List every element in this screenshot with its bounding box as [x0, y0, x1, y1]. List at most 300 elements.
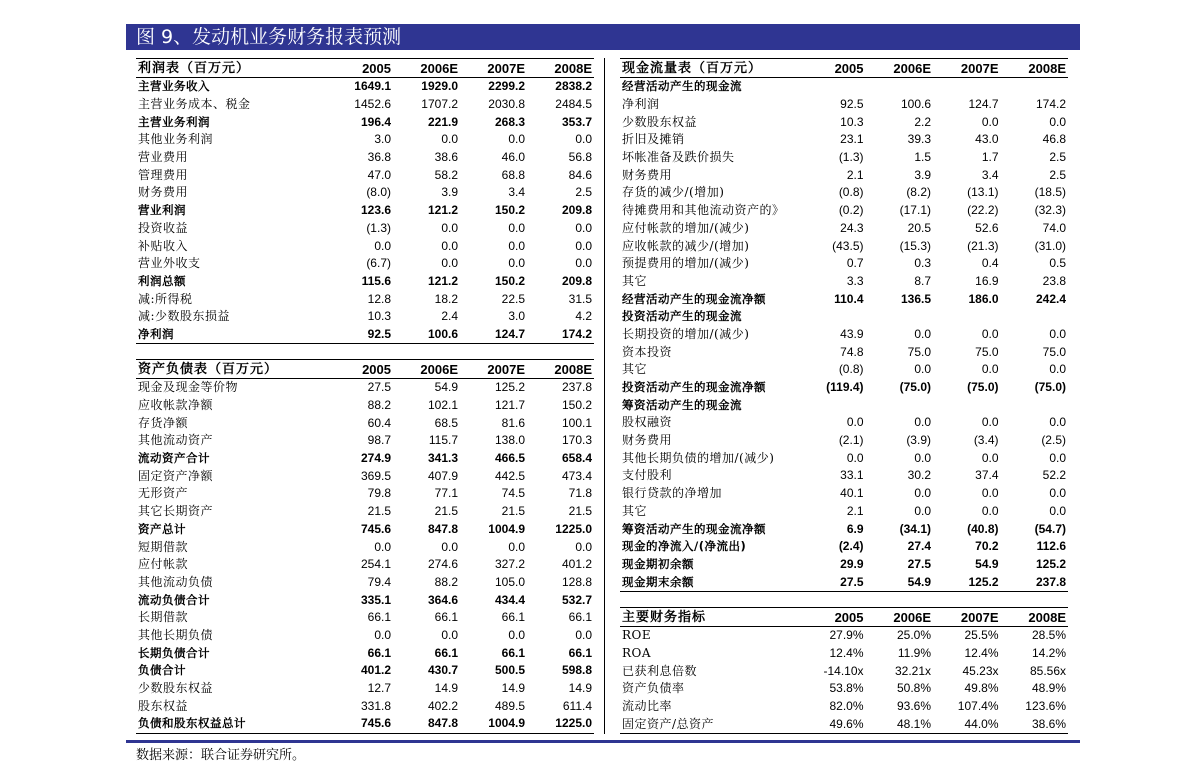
row-label: 利润总额: [138, 273, 186, 288]
cell-value: 71.8: [568, 486, 592, 501]
cell-value: 0.0: [508, 627, 525, 642]
table-row: [620, 432, 1068, 450]
cell-value: 37.4: [975, 468, 999, 483]
cell-value: 847.8: [393, 715, 460, 733]
row-label: 折旧及摊销: [622, 132, 685, 147]
cell-value: 0.0: [575, 220, 592, 235]
row-label: 待摊费用和其他流动资产的》: [622, 203, 785, 218]
cell-value: (75.0): [1034, 380, 1066, 395]
row-label: 固定资产/总资产: [620, 715, 798, 733]
cell-value: 221.9: [427, 114, 458, 129]
cell-value: 150.2: [494, 273, 525, 288]
row-label: 经营活动产生的现金流: [622, 79, 742, 94]
table-row: [136, 556, 594, 574]
cell-value: 745.6: [360, 521, 391, 536]
cell-value: 38.6: [434, 150, 458, 165]
cell-value: 20.5: [907, 220, 931, 235]
cell-value: (2.1): [838, 433, 864, 448]
cell-value: 54.9: [975, 556, 999, 571]
row-label: 资产总计: [138, 521, 186, 536]
row-label: 少数股东权益: [622, 114, 698, 129]
cell-value: 0.0: [508, 539, 525, 554]
cell-value: 16.9: [975, 273, 999, 288]
year-header: 2007E: [933, 59, 1001, 78]
row-label: 负债和股东权益总计: [136, 715, 326, 733]
cell-value: (3.4): [973, 433, 999, 448]
cell-value: 0.3: [914, 256, 931, 271]
cell-value: 0.0: [1049, 450, 1066, 465]
cell-value: 331.8: [360, 698, 391, 713]
cell-value: 1929.0: [421, 79, 458, 94]
table-row: [620, 220, 1068, 238]
cell-value: (31.0): [1034, 238, 1066, 253]
cell-value: 11.9%: [897, 646, 931, 661]
cell-value: 0.0: [441, 238, 458, 253]
cell-value: 3.0: [508, 309, 525, 324]
row-label: 补贴收入: [138, 238, 189, 253]
cell-value: 25.0%: [896, 628, 931, 643]
cell-value: 3.4: [508, 185, 525, 200]
table-header-row: [136, 59, 594, 78]
cell-value: [1001, 396, 1069, 414]
cell-value: 115.6: [361, 273, 391, 288]
table-row: [620, 449, 1068, 467]
table-row: [136, 397, 594, 415]
table-row: [620, 166, 1068, 184]
table-row: [620, 485, 1068, 503]
row-label: 财务费用: [622, 433, 673, 448]
row-label: 坏帐准备及跌价损失: [622, 150, 735, 165]
cell-value: 2.5: [1049, 150, 1066, 165]
cell-value: 174.2: [1035, 97, 1066, 112]
cell-value: 0.0: [1049, 114, 1066, 129]
row-label: 流动资产合计: [138, 451, 210, 466]
year-header: 2005: [798, 608, 866, 627]
cell-value: 0.0: [914, 503, 931, 518]
cell-value: 14.9: [434, 681, 458, 696]
row-label: 短期借款: [138, 539, 189, 554]
cell-value: 38.6%: [1001, 715, 1069, 733]
table-row: [136, 432, 594, 450]
row-label: 其他长期负债: [138, 627, 214, 642]
row-label: 银行贷款的净增加: [622, 486, 723, 501]
cell-value: 1004.9: [488, 521, 525, 536]
cell-value: 39.3: [907, 132, 931, 147]
table-row: [136, 485, 594, 503]
cell-value: 0.0: [441, 132, 458, 147]
cell-value: 0.0: [508, 238, 525, 253]
cell-value: 0.0: [1049, 362, 1066, 377]
table-row: [620, 680, 1068, 698]
cell-value: 0.0: [914, 415, 931, 430]
cell-value: 402.2: [427, 698, 458, 713]
table-row: [136, 697, 594, 715]
cell-value: (32.3): [1034, 203, 1066, 218]
cell-value: (75.0): [967, 380, 999, 395]
cell-value: 110.4: [834, 291, 864, 306]
table-row: [620, 520, 1068, 538]
cell-value: 14.2%: [1031, 646, 1066, 661]
cell-value: 0.0: [508, 132, 525, 147]
cell-value: 0.0: [981, 503, 999, 518]
table-row: [620, 556, 1068, 574]
cell-value: 0.0: [981, 415, 999, 430]
cell-value: 49.6%: [798, 715, 866, 733]
row-label: 其它: [622, 273, 648, 288]
table-row: [136, 273, 594, 291]
cell-value: 658.4: [561, 451, 592, 466]
cell-value: 68.8: [501, 167, 525, 182]
table-row: [136, 467, 594, 485]
cell-value: 66.1: [367, 645, 391, 660]
year-header: 2006E: [393, 360, 460, 379]
cell-value: 0.0: [441, 539, 458, 554]
cell-value: (54.7): [1034, 521, 1066, 536]
cell-value: 92.5: [326, 326, 393, 344]
year-header: 2005: [326, 360, 393, 379]
table-row: [620, 326, 1068, 344]
row-label: ROE: [622, 628, 652, 643]
cell-value: 66.1: [568, 645, 592, 660]
cell-value: 138.0: [494, 433, 525, 448]
cell-value: 0.5: [1049, 256, 1066, 271]
cell-value: 473.4: [561, 468, 592, 483]
row-label: 其他业务利润: [138, 132, 214, 147]
row-label: 筹资活动产生的现金流: [622, 397, 742, 412]
cell-value: 74.0: [1042, 220, 1066, 235]
cell-value: 32.21x: [894, 663, 931, 678]
cell-value: 0.0: [846, 450, 864, 465]
cell-value: 46.0: [501, 150, 525, 165]
cell-value: 0.0: [575, 539, 592, 554]
cell-value: 327.2: [494, 557, 525, 572]
table-row: [136, 326, 594, 344]
cell-value: 79.4: [367, 574, 391, 589]
cell-value: 124.7: [968, 97, 999, 112]
cell-value: 10.3: [840, 114, 864, 129]
row-label: 现金期初余额: [622, 556, 694, 571]
table-header-row: [620, 608, 1068, 627]
table-row: [620, 538, 1068, 556]
cell-value: 0.0: [441, 220, 458, 235]
table-row: [136, 609, 594, 627]
cell-value: (13.1): [967, 185, 999, 200]
cell-value: 1707.2: [421, 97, 458, 112]
table-row: [136, 627, 594, 645]
cell-value: (119.4): [826, 380, 864, 395]
cell-value: 0.0: [1049, 486, 1066, 501]
cell-value: 123.6%: [1025, 699, 1066, 714]
row-label: 财务费用: [622, 167, 673, 182]
row-label: 筹资活动产生的现金流净额: [622, 521, 766, 536]
cell-value: 0.0: [981, 486, 999, 501]
cell-value: 0.0: [914, 450, 931, 465]
table-row: [136, 290, 594, 308]
cell-value: 68.5: [434, 415, 458, 430]
table-title: 利润表（百万元）: [136, 59, 326, 78]
cell-value: 12.4%: [964, 646, 999, 661]
cell-value: 58.2: [434, 167, 458, 182]
cell-value: [798, 308, 866, 326]
cell-value: 31.5: [568, 291, 592, 306]
cell-value: (1.3): [838, 150, 864, 165]
cell-value: 136.5: [900, 291, 931, 306]
cell-value: 124.7: [460, 326, 527, 344]
table-row: [136, 237, 594, 255]
cell-value: 66.1: [367, 610, 391, 625]
row-label: 流动负债合计: [138, 592, 210, 607]
cell-value: 2838.2: [555, 79, 592, 94]
cell-value: 12.4%: [829, 646, 864, 661]
cell-value: 1.5: [914, 150, 931, 165]
cell-value: 21.5: [501, 504, 525, 519]
table-row: [136, 220, 594, 238]
cell-value: 341.3: [427, 451, 458, 466]
cell-value: 88.2: [434, 574, 458, 589]
row-label: ROA: [622, 646, 652, 661]
row-label: 预提费用的增加/(减少): [622, 256, 750, 271]
row-label: 无形资产: [138, 486, 189, 501]
cell-value: 125.2: [1035, 556, 1066, 571]
cell-value: 27.5: [907, 556, 931, 571]
cell-value: (17.1): [899, 203, 931, 218]
row-label: 营业外收支: [138, 256, 201, 271]
cell-value: 489.5: [494, 698, 525, 713]
cell-value: 2.5: [1049, 167, 1066, 182]
cell-value: 1225.0: [555, 521, 592, 536]
cell-value: (22.2): [967, 203, 999, 218]
row-label: 减:少数股东损益: [138, 309, 231, 324]
cell-value: 22.5: [501, 291, 525, 306]
cell-value: 401.2: [360, 663, 391, 678]
cell-value: (8.2): [906, 185, 931, 200]
cell-value: 75.0: [975, 344, 999, 359]
figure-title: 图 9、发动机业务财务报表预测: [126, 24, 1080, 50]
row-label: 现金的净流入/(净流出): [622, 539, 747, 554]
cell-value: 0.0: [1049, 503, 1066, 518]
cell-value: 10.3: [367, 309, 391, 324]
cell-value: 0.0: [914, 486, 931, 501]
cell-value: 75.0: [907, 344, 931, 359]
year-header: 2008E: [527, 59, 594, 78]
row-label: 存货的减少/(增加): [622, 185, 725, 200]
table-row: [136, 574, 594, 592]
table-row: [136, 202, 594, 220]
cell-value: 4.2: [575, 309, 592, 324]
cell-value: (15.3): [899, 238, 931, 253]
cell-value: 29.9: [840, 556, 864, 571]
row-label: 营业利润: [138, 203, 186, 218]
year-header: 2006E: [866, 59, 934, 78]
table-row: [136, 538, 594, 556]
cell-value: 12.7: [367, 681, 391, 696]
table-row: [620, 396, 1068, 414]
table-row: [136, 521, 594, 539]
table-row: [620, 573, 1068, 591]
cell-value: 1452.6: [354, 97, 391, 112]
cell-value: 49.8%: [964, 681, 999, 696]
cell-value: 434.4: [494, 592, 525, 607]
cell-value: 27.5: [798, 573, 866, 591]
cell-value: 121.2: [427, 203, 458, 218]
row-label: 应付帐款的增加/(减少): [622, 220, 750, 235]
cell-value: 54.9: [866, 573, 934, 591]
cell-value: 2030.8: [488, 97, 525, 112]
cell-value: 3.3: [846, 273, 864, 288]
year-header: 2008E: [1001, 608, 1069, 627]
table-row: [620, 96, 1068, 114]
cell-value: (2.5): [1041, 433, 1066, 448]
table-row: [136, 644, 594, 662]
cell-value: 0.0: [1049, 415, 1066, 430]
cell-value: [1001, 78, 1069, 96]
table-row: [136, 166, 594, 184]
cell-value: (2.4): [838, 539, 864, 554]
cell-value: 466.5: [494, 451, 525, 466]
cell-value: 2.2: [914, 114, 931, 129]
cell-value: 335.1: [360, 592, 391, 607]
cell-value: (0.8): [838, 362, 864, 377]
table-row: [620, 184, 1068, 202]
cell-value: 112.6: [1036, 539, 1066, 554]
cell-value: 123.6: [360, 203, 391, 218]
table-row: [620, 273, 1068, 291]
cell-value: [933, 396, 1001, 414]
row-label: 固定资产净额: [138, 468, 214, 483]
cell-value: 66.1: [568, 610, 592, 625]
cell-value: 611.4: [562, 698, 592, 713]
row-label: 投资活动产生的现金流净额: [622, 380, 766, 395]
row-label: 股东权益: [138, 698, 189, 713]
table-row: [620, 361, 1068, 379]
cell-value: 84.6: [568, 167, 592, 182]
table-row: [136, 78, 594, 96]
row-label: 长期投资的增加/(减少): [622, 326, 750, 341]
row-label: 其它长期资产: [138, 504, 214, 519]
cell-value: 3.4: [981, 167, 999, 182]
cell-value: 21.5: [367, 504, 391, 519]
cell-value: 0.0: [441, 256, 458, 271]
cell-value: 74.8: [840, 344, 864, 359]
cell-value: -14.10x: [823, 663, 864, 678]
table-row: [136, 184, 594, 202]
row-label: 现金期末余额: [620, 573, 798, 591]
bottom-rule: [126, 740, 1080, 743]
row-label: 投资收益: [138, 220, 189, 235]
cell-value: 0.4: [981, 256, 999, 271]
cell-value: (18.5): [1034, 185, 1066, 200]
row-label: 营业费用: [138, 150, 189, 165]
cell-value: 100.1: [561, 415, 592, 430]
row-label: 流动比率: [622, 699, 673, 714]
cell-value: 45.23x: [962, 663, 999, 678]
cell-value: 2.1: [846, 503, 864, 518]
cashflow-statement-table: [620, 58, 1068, 592]
cell-value: (75.0): [899, 380, 931, 395]
cell-value: 125.2: [933, 573, 1001, 591]
cell-value: 52.6: [975, 220, 999, 235]
cell-value: 1.7: [981, 150, 999, 165]
table-row: [136, 308, 594, 326]
balance-sheet-table: [136, 359, 594, 734]
table-row: [620, 290, 1068, 308]
row-label: 长期借款: [138, 610, 189, 625]
cell-value: 369.5: [360, 468, 391, 483]
cell-value: 237.8: [561, 380, 592, 395]
cell-value: [798, 78, 866, 96]
cell-value: 18.2: [434, 291, 458, 306]
table-title: 资产负债表（百万元）: [136, 360, 326, 379]
cell-value: 53.8%: [829, 681, 864, 696]
cell-value: 500.5: [494, 663, 525, 678]
year-header: 2008E: [1001, 59, 1069, 78]
cell-value: (40.8): [967, 521, 999, 536]
cell-value: 847.8: [427, 521, 458, 536]
cell-value: 107.4%: [957, 699, 999, 714]
cell-value: 0.0: [981, 450, 999, 465]
cell-value: 27.5: [367, 380, 391, 395]
row-label: 主营业务利润: [138, 114, 210, 129]
table-row: [620, 414, 1068, 432]
year-header: 2007E: [460, 360, 527, 379]
row-label: 少数股东权益: [138, 681, 214, 696]
cell-value: 66.1: [501, 645, 525, 660]
cell-value: 401.2: [561, 557, 592, 572]
cell-value: 47.0: [367, 167, 391, 182]
cell-value: 93.6%: [896, 699, 931, 714]
cell-value: 3.0: [374, 132, 391, 147]
cell-value: 25.5%: [964, 628, 999, 643]
cell-value: 196.4: [360, 114, 391, 129]
table-row: [136, 503, 594, 521]
table-row: [136, 450, 594, 468]
cell-value: 121.2: [427, 273, 458, 288]
cell-value: 28.5%: [1031, 628, 1066, 643]
cell-value: 2.4: [441, 309, 458, 324]
cell-value: 0.0: [374, 238, 391, 253]
row-label: 应收帐款净额: [138, 398, 214, 413]
cell-value: 23.1: [840, 132, 864, 147]
cell-value: 56.8: [568, 150, 592, 165]
row-label: 其他长期负债的增加/(减少): [622, 450, 775, 465]
cell-value: 274.6: [427, 557, 458, 572]
cell-value: 1649.1: [354, 79, 391, 94]
table-row: [620, 379, 1068, 397]
cell-value: 0.0: [441, 627, 458, 642]
row-label: 净利润: [136, 326, 326, 344]
cell-value: (21.3): [967, 238, 999, 253]
cell-value: 66.1: [434, 645, 458, 660]
cell-value: 60.4: [367, 415, 391, 430]
cell-value: 66.1: [434, 610, 458, 625]
cell-value: 128.8: [561, 574, 592, 589]
table-row: [620, 467, 1068, 485]
cell-value: 186.0: [968, 291, 999, 306]
row-label: 现金及现金等价物: [138, 380, 239, 395]
cell-value: 0.0: [575, 256, 592, 271]
cell-value: 70.2: [975, 539, 999, 554]
table-row: [620, 113, 1068, 131]
cell-value: 0.0: [846, 415, 864, 430]
cell-value: 102.1: [427, 398, 458, 413]
table-row: [620, 237, 1068, 255]
row-label: 长期负债合计: [138, 645, 210, 660]
cell-value: 0.0: [1049, 326, 1066, 341]
cell-value: 88.2: [367, 398, 391, 413]
cell-value: 105.0: [494, 574, 525, 589]
year-header: 2008E: [527, 360, 594, 379]
cell-value: 46.8: [1042, 132, 1066, 147]
